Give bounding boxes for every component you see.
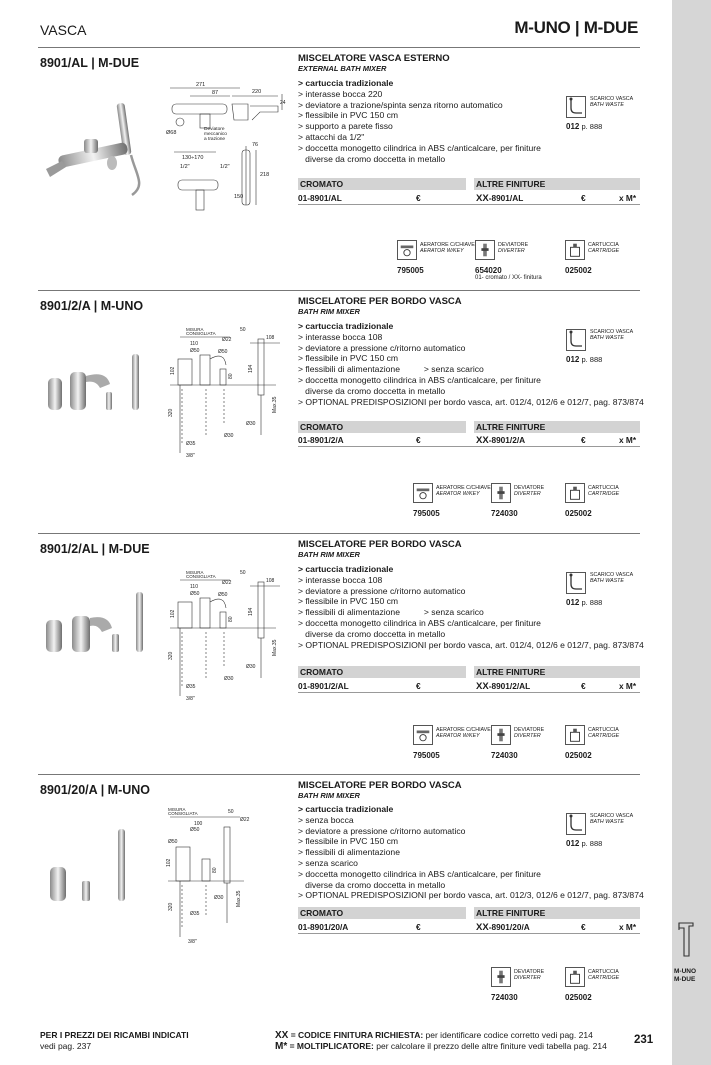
currency: €: [416, 435, 421, 445]
technical-drawing: [160, 568, 290, 703]
multiplier: x M*: [619, 681, 637, 691]
dim-label: 130÷170: [182, 155, 204, 161]
dim-label: 50: [240, 327, 246, 333]
divider: [38, 533, 640, 534]
dim-label: CONSIGLIATA: [186, 574, 216, 579]
multiplier: x M*: [619, 435, 637, 445]
divider: [298, 933, 640, 934]
multiplier: x M*: [619, 193, 637, 203]
feature-item: > cartuccia tradizionale: [298, 321, 394, 331]
dim-label: Ø35: [190, 911, 200, 917]
dim-label: MISURA: [186, 327, 204, 332]
product-section: 8901/2/AL | M-DUE MISURA CONSIGLIATA 50 108 Ø22 Ø50 Ø50 110 102 194 80 Max.35 Ø30 Ø30 320 Ø35 3/8" MISCELATORE PER BORDO VASCA BATH RIM MIXER > cartuccia tradizionale > interasse bocca 108 > deviatore a pressione c/ritorno automatico > flessibile in PVC 150 cm > flessibili di alimentazione > senza scarico > doccetta monogetto cilindrica in ABS c/anticalcare, per finiture diverse da cromo doccetta in metallo > OPTIONAL PREDISPOSIZIONI per bordo vasca, art. 012/4, 012/6 e 012/7, pag. 873/874 SCARICO VASCA BATH WASTE 012 p. 888 CROMATO ALTRE FINITURE 01-8901/2/AL € XX-8901/2/AL € x M* AERATORE C/CHIAVE AERATOR W/KEY 795005 DEVIATORE DIVERTER 724030 CARTUCCIA CARTRIDGE 025002: [0, 536, 672, 774]
feature-item: > cartuccia tradizionale: [298, 804, 394, 814]
dim-label: CONSIGLIATA: [186, 331, 216, 336]
dim-label: Ø50: [190, 591, 200, 597]
chrome-code: 01-8901/2/A: [298, 435, 344, 445]
feature-item: > flessibile in PVC 150 cm: [298, 353, 399, 364]
feature-item: > flessibili di alimentazione > senza scarico: [298, 607, 484, 618]
dim-label: 3/8": [186, 696, 195, 702]
feature-item: > cartuccia tradizionale: [298, 564, 394, 574]
product-subtitle: BATH RIM MIXER: [298, 791, 360, 800]
dim-label: 320: [168, 408, 174, 417]
product-title: MISCELATORE PER BORDO VASCA: [298, 296, 462, 307]
product-title: MISCELATORE PER BORDO VASCA: [298, 539, 462, 550]
multiplier: x M*: [619, 922, 637, 932]
aerator-icon: [397, 240, 417, 260]
currency: €: [581, 922, 586, 932]
dim-label: Ø30: [246, 421, 256, 427]
category-title: VASCA: [40, 22, 87, 38]
chrome-code: 01-8901/2/AL: [298, 681, 349, 691]
bath-waste-icon: [566, 329, 586, 351]
dim-label: 100: [194, 821, 203, 827]
dim-label: 218: [260, 172, 270, 178]
technical-drawing: [160, 80, 290, 215]
dim-label: Ø50: [218, 349, 228, 355]
dim-label: 3/8": [188, 939, 197, 945]
dim-label: Ø50: [218, 592, 228, 598]
feature-item: diverse da cromo doccetta in metallo: [298, 385, 446, 396]
diverter-icon: [491, 967, 511, 987]
cartridge-icon: [565, 967, 585, 987]
dim-label: 1/2": [180, 164, 190, 170]
feature-item: > interasse bocca 108: [298, 574, 383, 585]
cartridge-icon: [565, 483, 585, 503]
dim-label: 320: [168, 902, 174, 911]
currency: €: [416, 193, 421, 203]
dim-label: 108: [266, 335, 275, 341]
dim-label: MISURA: [186, 570, 204, 575]
currency: €: [581, 435, 586, 445]
dim-label: meccanico: [204, 132, 227, 137]
feature-item: > flessibile in PVC 150 cm: [298, 110, 399, 121]
currency: €: [416, 922, 421, 932]
price-header: CROMATO ALTRE FINITURE: [298, 178, 640, 190]
dim-label: Max.35: [272, 396, 278, 413]
feature-item: > supporto a parete fisso: [298, 121, 393, 132]
dim-label: 1/2": [220, 164, 230, 170]
technical-drawing: [160, 325, 290, 460]
dim-label: 194: [248, 364, 254, 373]
dim-label: 102: [166, 858, 172, 867]
bath-waste-ref: SCARICO VASCA BATH WASTE 012 p. 888: [566, 96, 634, 131]
product-code: 8901/20/A | M-UNO: [40, 783, 151, 797]
currency: €: [416, 681, 421, 691]
product-title: MISCELATORE PER BORDO VASCA: [298, 780, 462, 791]
product-subtitle: EXTERNAL BATH MIXER: [298, 64, 387, 73]
dim-label: Ø30: [224, 676, 234, 682]
dim-label: Ø50: [190, 348, 200, 354]
chrome-code: 01-8901/AL: [298, 193, 342, 203]
feature-item: > doccetta monogetto cilindrica in ABS c/anticalcare, per finiture: [298, 868, 541, 879]
feature-item: > deviatore a pressione c/ritorno automatico: [298, 585, 466, 596]
product-photo: [36, 348, 166, 418]
price-row: 01-8901/2/AL € XX-8901/2/AL € x M*: [298, 681, 637, 692]
feature-item: > doccetta monogetto cilindrica in ABS c/anticalcare, per finiture: [298, 617, 541, 628]
price-row: 01-8901/AL € XX-8901/AL € x M*: [298, 193, 637, 204]
price-header: CROMATO ALTRE FINITURE: [298, 907, 640, 919]
product-subtitle: BATH RIM MIXER: [298, 307, 360, 316]
dim-label: 80: [228, 616, 234, 622]
feature-item: > attacchi da 1/2": [298, 131, 365, 142]
feature-item: > flessibili di alimentazione > senza scarico: [298, 364, 484, 375]
product-subtitle: BATH RIM MIXER: [298, 550, 360, 559]
sidebar-label: M-UNO M-DUE: [674, 968, 697, 983]
dim-label: Max.35: [272, 639, 278, 656]
sidebar-tab: [672, 0, 711, 1065]
dim-label: 80: [228, 373, 234, 379]
dim-label: 24: [280, 100, 286, 106]
dim-label: Ø68: [166, 130, 177, 136]
dim-label: 102: [170, 366, 176, 375]
cartridge-icon: [565, 240, 585, 260]
product-section: 8901/20/A | M-UNO MISURA CONSIGLIATA 50 Ø22 Ø50 Ø50 100 102 80 Max.35 Ø30 Ø35 320 3/8" MISCELATORE PER BORDO VASCA BATH RIM MIXER > cartuccia tradizionale > senza bocca > deviatore a pressione c/ritorno automatico > flessibile in PVC 150 cm > flessibili di alimentazione > senza scarico > doccetta monogetto cilindrica in ABS c/anticalcare, per finiture diverse da cromo doccetta in metallo > OPTIONAL PREDISPOSIZIONI per bordo vasca, art. 012/3, 012/6 e 012/7, pag. 873/874 SCARICO VASCA BATH WASTE 012 p. 888 CROMATO ALTRE FINITURE 01-8901/20/A € XX-8901/20/A € x M* DEVIATORE DIVERTER 724030 CARTUCCIA CARTRIDGE 025002: [0, 777, 672, 1017]
dim-label: MISURA: [168, 807, 186, 812]
feature-item: > deviatore a pressione c/ritorno automatico: [298, 342, 466, 353]
dim-label: a trazione: [204, 137, 226, 142]
dim-label: 76: [252, 142, 259, 148]
product-photo: [36, 827, 146, 907]
product-photo: [36, 588, 166, 660]
diverter-icon: [475, 240, 495, 260]
feature-item: > deviatore a pressione c/ritorno automatico: [298, 825, 466, 836]
chrome-code: 01-8901/20/A: [298, 922, 349, 932]
dim-label: 3/8": [186, 453, 195, 459]
price-header: CROMATO ALTRE FINITURE: [298, 666, 640, 678]
divider: [298, 692, 640, 693]
dim-label: Ø50: [190, 827, 200, 833]
product-photo: [36, 95, 156, 205]
aerator-icon: [413, 483, 433, 503]
dim-label: Ø35: [186, 684, 196, 690]
divider: [38, 290, 640, 291]
feature-item: > senza scarico: [298, 857, 358, 868]
divider: [38, 47, 640, 48]
dim-label: Deviatore: [204, 127, 225, 132]
feature-item: > doccetta monogetto cilindrica in ABS c/anticalcare, per finiture: [298, 142, 541, 153]
technical-drawing: [160, 807, 290, 947]
bath-waste-icon: [566, 96, 586, 118]
price-header: CROMATO ALTRE FINITURE: [298, 421, 640, 433]
dim-label: 102: [170, 609, 176, 618]
price-row: 01-8901/2/A € XX-8901/2/A € x M*: [298, 435, 637, 446]
dim-label: 80: [212, 867, 218, 873]
cartridge-icon: [565, 725, 585, 745]
divider: [38, 774, 640, 775]
dim-label: 220: [252, 89, 262, 95]
dim-label: Ø35: [186, 441, 196, 447]
bath-waste-icon: [566, 813, 586, 835]
dim-label: 320: [168, 651, 174, 660]
feature-item: > flessibile in PVC 150 cm: [298, 596, 399, 607]
feature-item: diverse da cromo doccetta in metallo: [298, 879, 446, 890]
divider: [298, 446, 640, 447]
dim-label: Ø22: [240, 817, 250, 823]
price-row: 01-8901/20/A € XX-8901/20/A € x M*: [298, 922, 637, 933]
dim-label: CONSIGLIATA: [168, 811, 198, 816]
product-code: 8901/2/AL | M-DUE: [40, 542, 150, 556]
dim-label: 108: [266, 578, 275, 584]
dim-label: Ø50: [168, 839, 178, 845]
feature-item: diverse da cromo doccetta in metallo: [298, 153, 446, 164]
product-code: 8901/AL | M-DUE: [40, 56, 140, 70]
aerator-icon: [413, 725, 433, 745]
dim-label: 50: [228, 809, 234, 815]
bath-waste-ref: SCARICO VASCA BATH WASTE 012 p. 888: [566, 329, 634, 364]
diverter-icon: [491, 725, 511, 745]
bath-waste-icon: [566, 572, 586, 594]
feature-item: > interasse bocca 220: [298, 88, 383, 99]
footer-legend: XX = CODICE FINITURA RICHIESTA: per identificare codice corretto vedi pag. 214 M* = MOLTIPLICATORE: per calcolare il prezzo delle altre finiture vedi tabella pag. 214: [275, 1030, 607, 1052]
feature-item: > deviatore a trazione/spinta senza ritorno automatico: [298, 99, 503, 110]
dim-label: 110: [190, 341, 198, 347]
dim-label: 87: [212, 90, 219, 96]
product-title: MISCELATORE VASCA ESTERNO: [298, 53, 450, 64]
dim-label: 50: [240, 570, 246, 576]
series-title: M-UNO | M-DUE: [514, 18, 638, 37]
dim-label: 110: [190, 584, 198, 590]
dim-label: Ø30: [246, 664, 256, 670]
feature-item: > senza bocca: [298, 814, 354, 825]
feature-item: > OPTIONAL PREDISPOSIZIONI per bordo vasca, art. 012/3, 012/6 e 012/7, pag. 873/874: [298, 890, 644, 901]
dim-label: 194: [248, 607, 254, 616]
product-section: 8901/2/A | M-UNO MISURA CONSIGLIATA 50 108 Ø22 Ø50 Ø50 110 102 194 80 Max.35 Ø30 Ø30 320 Ø35 3/8" MISCELATORE PER BORDO VASCA BATH RIM MIXER > cartuccia tradizionale > interasse bocca 108 > deviatore a pressione c/ritorno automatico > flessibile in PVC 150 cm > flessibili di alimentazione > senza scarico > doccetta monogetto cilindrica in ABS c/anticalcare, per finiture diverse da cromo doccetta in metallo > OPTIONAL PREDISPOSIZIONI per bordo vasca, art. 012/4, 012/6 e 012/7, pag. 873/874 SCARICO VASCA BATH WASTE 012 p. 888 CROMATO ALTRE FINITURE 01-8901/2/A € XX-8901/2/A € x M* AERATORE C/CHIAVE AERATOR W/KEY 795005 DEVIATORE DIVERTER 724030 CARTUCCIA CARTRIDGE 025002: [0, 293, 672, 533]
faucet-icon: [676, 918, 696, 958]
product-code: 8901/2/A | M-UNO: [40, 299, 144, 313]
feature-item: > OPTIONAL PREDISPOSIZIONI per bordo vasca, art. 012/4, 012/6 e 012/7, pag. 873/874: [298, 396, 644, 407]
feature-item: > flessibili di alimentazione: [298, 847, 400, 858]
diverter-icon: [491, 483, 511, 503]
feature-item: > interasse bocca 108: [298, 331, 383, 342]
dim-label: 271: [196, 82, 206, 88]
dim-label: Ø30: [224, 433, 234, 439]
footer-spare-note: PER I PREZZI DEI RICAMBI INDICATI vedi pag. 237: [40, 1030, 189, 1051]
feature-item: > OPTIONAL PREDISPOSIZIONI per bordo vasca, art. 012/4, 012/6 e 012/7, pag. 873/874: [298, 639, 644, 650]
dim-label: Max.35: [236, 890, 242, 907]
product-section: 8901/AL | M-DUE 271 220 87 24 Ø68 Deviatore meccanico a trazione 130÷170 1/2" 1/2" 76 218 150 MISCELATORE VASCA ESTERNO EXTERNAL BATH MIXER > cartuccia tradizionale > interasse bocca 220 > deviatore a trazione/spinta senza ritorno automatico > flessibile in PVC 150 cm > supporto a parete fisso > attacchi da 1/2" > doccetta monogetto cilindrica in ABS c/anticalcare, per finiture diverse da cromo doccetta in metallo SCARICO VASCA BATH WASTE 012 p. 888 CROMATO ALTRE FINITURE 01-8901/AL € XX-8901/AL € x M* AERATORE C/CHIAVE AERATOR W/KEY 795005 DEVIATORE DIVERTER 654020 01- cromato / XX- finitura CARTUCCIA CARTRIDGE 025002: [0, 50, 672, 290]
dim-label: Ø22: [222, 337, 232, 343]
currency: €: [581, 681, 586, 691]
feature-item: > cartuccia tradizionale: [298, 78, 394, 88]
dim-label: 150: [234, 194, 244, 200]
feature-item: > doccetta monogetto cilindrica in ABS c/anticalcare, per finiture: [298, 374, 541, 385]
dim-label: Ø22: [222, 580, 232, 586]
feature-item: > flessibile in PVC 150 cm: [298, 836, 399, 847]
page-number: 231: [634, 1034, 654, 1046]
bath-waste-ref: SCARICO VASCA BATH WASTE 012 p. 888: [566, 813, 634, 848]
bath-waste-ref: SCARICO VASCA BATH WASTE 012 p. 888: [566, 572, 634, 607]
feature-item: diverse da cromo doccetta in metallo: [298, 628, 446, 639]
currency: €: [581, 193, 586, 203]
dim-label: Ø30: [214, 895, 224, 901]
divider: [298, 204, 640, 205]
